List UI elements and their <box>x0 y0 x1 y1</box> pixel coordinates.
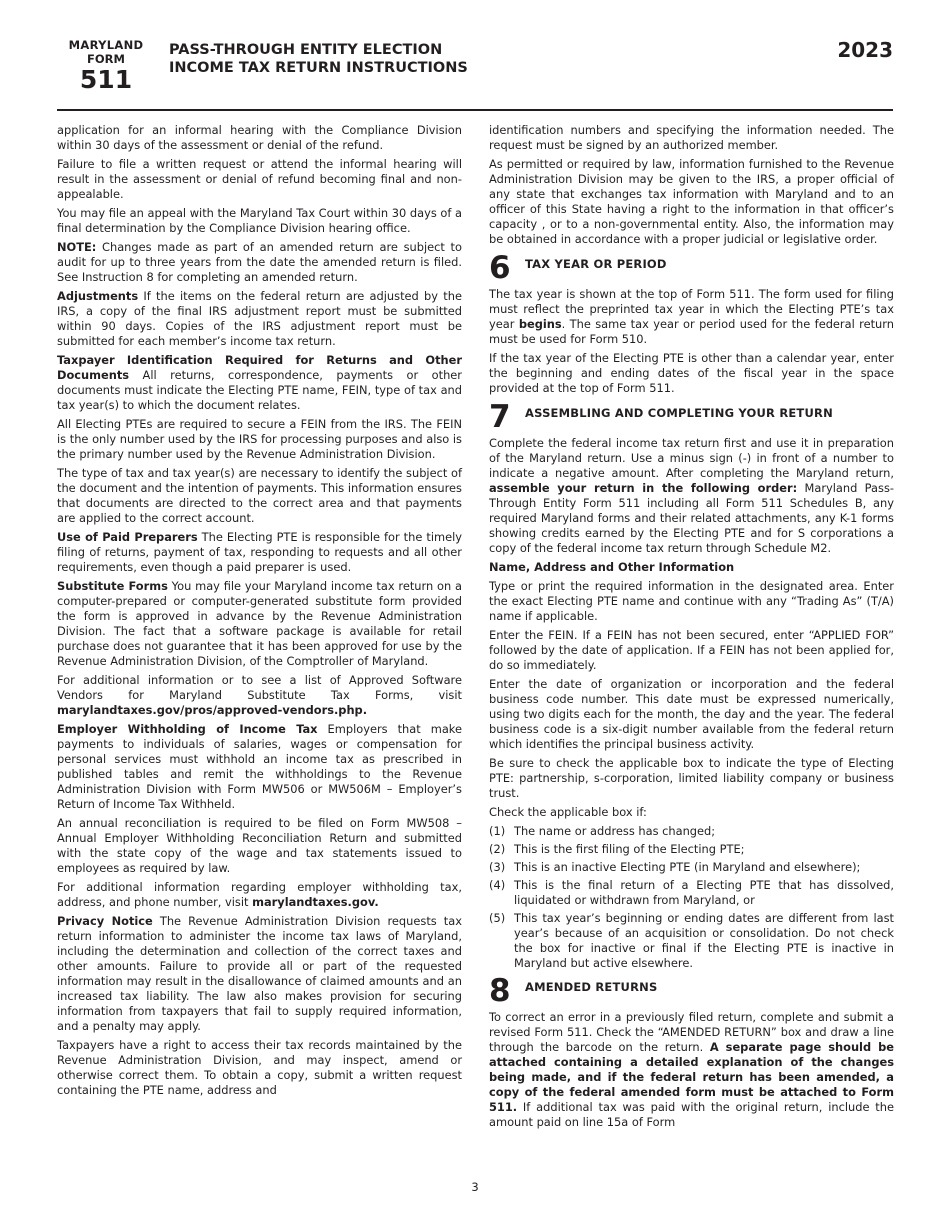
document-title <box>169 41 468 77</box>
adjustments-label: Adjustments <box>57 289 139 303</box>
checkbox-conditions-list <box>489 824 894 971</box>
note-paragraph: NOTE: Changes made as part of an amended return are subject to audit for up to three years from the date the amended return is filed. See Instruction 8 for completing an amended return. <box>57 240 462 284</box>
tin-paragraph: Taxpayer Identification Required for Returns and Other Documents All returns, correspondence, payments or other documents must indicate the Electing PTE name, FEIN, type of tax and tax year(s) to which the document relates. <box>57 353 462 412</box>
header-divider <box>57 109 893 111</box>
employer-withholding-paragraph: Employer Withholding of Income Tax Employers that make payments to individuals of salaries, wages or compensation for personal services must withhold an income tax as prescribed in published tables and remit the withholdings to the Revenue Administration Division with Form MW506 or MW506M – Employer’s Return of Income Tax Withheld. <box>57 722 463 811</box>
substitute-forms-paragraph: Substitute Forms You may file your Maryland income tax return on a computer-prepared or computer-generated substitute form provided the form is approved in advance by the Revenue Administration Division. The fact that a software package is available for retail purchase does not guarantee that it has been approved for use by the Revenue Administration Division, of the Comptroller of Maryland. <box>57 579 462 668</box>
paid-preparers-label: Use of Paid Preparers <box>57 530 198 544</box>
paragraph: Taxpayers have a right to access their tax records maintained by the Revenue Administration Division, and may inspect, amend or otherwise correct them. To obtain a copy, submit a written request containing the PTE name, address and <box>57 1038 462 1097</box>
form-label: FORM <box>87 52 125 66</box>
paragraph: The tax year is shown at the top of Form 511. The form used for filing must reflect the preprinted tax year in which the Electing PTE’s tax year begins. The same tax year or period used for the federal return must be used for Form 510. <box>489 287 894 346</box>
paragraph: Check the applicable box if: <box>489 805 647 819</box>
paragraph: An annual reconciliation is required to be filed on Form MW508 – Annual Employer Withholding Reconciliation Return and submitted with the state copy of the wage and tax statements issued to employees as required by law. <box>57 816 462 875</box>
vendors-paragraph: For additional information or to see a list of Approved Software Vendors for Maryland Substitute Tax Forms, visit marylandtaxes.gov/pros/approved-vendors.php. <box>57 673 462 717</box>
form-identifier <box>57 38 155 94</box>
form-number: 511 <box>79 65 133 94</box>
paragraph: Be sure to check the applicable box to indicate the type of Electing PTE: partnership, s-corporation, limited liability company or business trust. <box>489 756 894 800</box>
paragraph: To correct an error in a previously filed return, complete and submit a revised Form 511. Check the “AMENDED RETURN” box and draw a line through the barcode on the return. A separate page should be attached containing a detailed explanation of the changes being made, and if the federal return has been amended, a copy of the federal amended form must be attached to Form 511. If additional tax was paid with the original return, include the amount paid on line 15a of Form <box>489 1010 894 1129</box>
vendors-link[interactable]: marylandtaxes.gov/pros/approved-vendors.php. <box>57 703 368 717</box>
tin-label: Taxpayer Identification Required for Returns and Other Documents <box>57 353 462 382</box>
section-8-heading <box>489 974 894 1008</box>
page-number: 3 <box>471 1180 479 1194</box>
privacy-paragraph: Privacy Notice The Revenue Administration Division requests tax return information to administer the income tax laws of Maryland, including the determination and collection of the correct taxes and other amounts. Failure to provide all or part of the requested information may result in the disallowance of claimed amounts and an increased tax liability. The law also makes provision for securing information from taxpayers that fail to supply required information, and a penalty may apply. <box>57 914 462 1033</box>
section-6-heading <box>489 251 894 285</box>
title-line-2: INCOME TAX RETURN INSTRUCTIONS <box>169 60 468 76</box>
paragraph: As permitted or required by law, information furnished to the Revenue Administration Division may be given to the IRS, a proper official of any state that exchanges tax information with Maryland and to an officer of this State having a right to the information in that officer’s capacity , or to a non-governmental entity. Also, the information may be obtained in accordance with a proper judicial or legislative order. <box>489 157 894 246</box>
title-line-1: PASS-THROUGH ENTITY ELECTION <box>169 42 443 58</box>
substitute-forms-label: Substitute Forms <box>57 579 168 593</box>
section-title: TAX YEAR OR PERIOD <box>525 257 667 271</box>
left-column <box>57 123 462 1102</box>
paragraph: Failure to file a written request or attend the informal hearing will result in the assessment or denial of refund becoming final and non-appealable. <box>57 157 462 201</box>
employer-withholding-label: Employer Withholding of Income Tax <box>57 722 318 736</box>
paragraph: Enter the FEIN. If a FEIN has not been secured, enter “APPLIED FOR” followed by the date of application. If a FEIN has not been applied for, do so immediately. <box>489 628 894 672</box>
section-number: 8 <box>489 973 511 1009</box>
note-label: NOTE: <box>57 240 97 254</box>
paragraph: Enter the date of organization or incorporation and the federal business code number. This date must be expressed numerically, using two digits each for the month, the day and the year. The federal business code is a six-digit number available from the federal return which identifies the principal business activity. <box>489 677 894 751</box>
section-7-heading <box>489 400 894 434</box>
paid-preparers-paragraph: Use of Paid Preparers The Electing PTE is responsible for the timely filing of returns, payment of tax, responding to requests and all other requirements, even though a paid preparer is used. <box>57 530 463 574</box>
employer-info-paragraph: For additional information regarding employer withholding tax, address, and phone number, visit marylandtaxes.gov. <box>57 880 462 909</box>
paragraph: All Electing PTEs are required to secure a FEIN from the IRS. The FEIN is the only number used by the IRS for processing purposes and also is the primary number used by the Revenue Administration Division. <box>57 417 462 461</box>
list-item: (3) This is an inactive Electing PTE (in Maryland and elsewhere); <box>489 860 861 874</box>
tax-year: 2023 <box>837 38 893 62</box>
state-label: MARYLAND <box>68 38 144 52</box>
paragraph: Type or print the required information in the designated area. Enter the exact Electing PTE name and continue with any “Trading As” (T/A) name if applicable. <box>489 579 894 623</box>
subheading: Name, Address and Other Information <box>489 560 735 574</box>
list-item: (5) This tax year’s beginning or ending dates are different from last year’s because of an acquisition or consolidation. Do not check the box for inactive or final if the Electing PTE is inactive in Maryland but active elsewhere. <box>489 911 894 970</box>
paragraph: application for an informal hearing with the Compliance Division within 30 days of the assessment or denial of the refund. <box>57 123 462 152</box>
paragraph: identification numbers and specifying the information needed. The request must be signed by an authorized member. <box>489 123 894 152</box>
section-title: AMENDED RETURNS <box>525 980 658 994</box>
marylandtaxes-link[interactable]: marylandtaxes.gov. <box>252 895 379 909</box>
list-item: (2) This is the first filing of the Electing PTE; <box>489 842 745 856</box>
section-number: 7 <box>489 399 511 435</box>
privacy-label: Privacy Notice <box>57 914 153 928</box>
paragraph: If the tax year of the Electing PTE is other than a calendar year, enter the beginning and ending dates of the fiscal year in the space provided at the top of Form 511. <box>489 351 894 395</box>
paragraph: Complete the federal income tax return first and use it in preparation of the Maryland return. Use a minus sign (-) in front of a number to indicate a negative amount. After completing the Maryland return, assemble your return in the following order: Maryland Pass-Through Entity Form 511 including all Form 511 Schedules B, any required Maryland forms and their related attachments, any K-1 forms showing credits earned by the Electing PTE and for S corporations a copy of the federal income tax return through Schedule M2. <box>489 436 894 555</box>
paragraph: You may file an appeal with the Maryland Tax Court within 30 days of a final determination by the Compliance Division hearing office. <box>57 206 462 235</box>
list-item: (1) The name or address has changed; <box>489 824 716 838</box>
right-column <box>489 123 894 1134</box>
page-header <box>57 38 893 110</box>
list-item: (4) This is the final return of a Electing PTE that has dissolved, liquidated or withdrawn from Maryland, or <box>489 878 894 907</box>
section-number: 6 <box>489 250 511 286</box>
section-title: ASSEMBLING AND COMPLETING YOUR RETURN <box>525 406 833 420</box>
paragraph: The type of tax and tax year(s) are necessary to identify the subject of the document and the intention of payments. This information ensures that documents are directed to the correct area and that payments are applied to the correct account. <box>57 466 462 525</box>
adjustments-paragraph: Adjustments If the items on the federal return are adjusted by the IRS, a copy of the final IRS adjustment report must be submitted within 90 days. Copies of the IRS adjustment report must be submitted for each member’s income tax return. <box>57 289 462 348</box>
